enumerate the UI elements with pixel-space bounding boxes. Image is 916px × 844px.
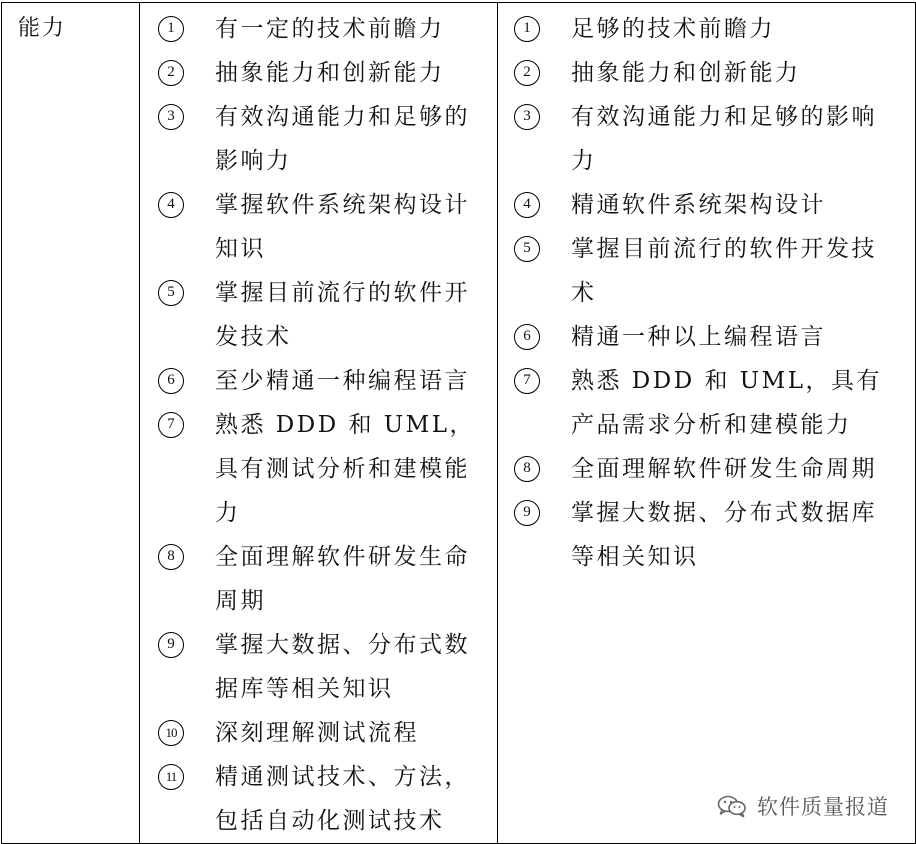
item-text: 抽象能力和创新能力: [571, 60, 801, 86]
item-number-badge: 11: [158, 764, 184, 790]
row-label-cell: [2, 3, 140, 844]
item-number-badge: 2: [158, 60, 184, 86]
list-item: [158, 623, 485, 711]
item-number-badge: 2: [514, 60, 540, 86]
item-text: 掌握软件系统架构设计知识: [215, 192, 470, 262]
right-item-list: [498, 3, 915, 579]
list-item: [514, 51, 901, 95]
item-text: 全面理解软件研发生命周期: [571, 456, 877, 482]
item-text: 全面理解软件研发生命周期: [215, 544, 470, 614]
item-text: 掌握目前流行的软件开发技术: [215, 280, 470, 350]
item-number-badge: 1: [158, 16, 184, 42]
item-number-badge: 9: [514, 500, 540, 526]
item-text: 熟悉 DDD 和 UML，具有产品需求分析和建模能力: [571, 368, 882, 438]
item-text: 掌握目前流行的软件开发技术: [571, 236, 877, 306]
item-number-badge: 5: [514, 236, 540, 262]
left-column-cell: [140, 3, 498, 844]
item-number-badge: 4: [514, 192, 540, 218]
list-item: [514, 227, 901, 315]
item-number-badge: 7: [158, 412, 184, 438]
list-item: [514, 315, 901, 359]
item-text: 精通软件系统架构设计: [571, 192, 826, 218]
list-item: [158, 183, 485, 271]
item-text: 掌握大数据、分布式数据库等相关知识: [215, 632, 470, 702]
item-number-badge: 8: [514, 456, 540, 482]
item-number-badge: 4: [158, 192, 184, 218]
list-item: [158, 95, 485, 183]
item-text: 深刻理解测试流程: [215, 720, 419, 746]
list-item: [514, 491, 901, 579]
row-label: 能力: [18, 16, 67, 41]
item-text: 精通一种以上编程语言: [571, 324, 826, 350]
item-text: 掌握大数据、分布式数据库等相关知识: [571, 500, 877, 570]
list-item: [514, 447, 901, 491]
list-item: [158, 711, 485, 755]
list-item: [158, 359, 485, 403]
list-item: [514, 183, 901, 227]
wechat-icon: [717, 794, 747, 818]
item-text: 有效沟通能力和足够的影响力: [571, 104, 877, 174]
right-column-cell: [498, 3, 916, 844]
item-number-badge: 3: [158, 104, 184, 130]
list-item: [158, 7, 485, 51]
item-text: 至少精通一种编程语言: [215, 368, 470, 394]
item-number-badge: 6: [514, 324, 540, 350]
item-number-badge: 6: [158, 368, 184, 394]
ability-table: [1, 2, 916, 844]
list-item: [158, 51, 485, 95]
item-text: 有效沟通能力和足够的影响力: [215, 104, 470, 174]
left-item-list: [140, 3, 497, 843]
item-text: 精通测试技术、方法，包括自动化测试技术: [215, 764, 470, 834]
list-item: [514, 7, 901, 51]
item-number-badge: 7: [514, 368, 540, 394]
list-item: [158, 271, 485, 359]
watermark-text: 软件质量报道: [757, 795, 889, 819]
item-text: 有一定的技术前瞻力: [215, 16, 445, 42]
item-number-badge: 9: [158, 632, 184, 658]
item-number-badge: 8: [158, 544, 184, 570]
list-item: [514, 359, 901, 447]
item-number-badge: 3: [514, 104, 540, 130]
list-item: [158, 755, 485, 843]
item-text: 抽象能力和创新能力: [215, 60, 445, 86]
item-number-badge: 5: [158, 280, 184, 306]
item-text: 熟悉 DDD 和 UML，具有测试分析和建模能力: [215, 412, 475, 526]
item-number-badge: 1: [514, 16, 540, 42]
item-number-badge: 10: [158, 720, 184, 746]
list-item: [158, 403, 485, 535]
list-item: [158, 535, 485, 623]
ability-row: [2, 3, 916, 844]
item-text: 足够的技术前瞻力: [571, 16, 775, 42]
list-item: [514, 95, 901, 183]
